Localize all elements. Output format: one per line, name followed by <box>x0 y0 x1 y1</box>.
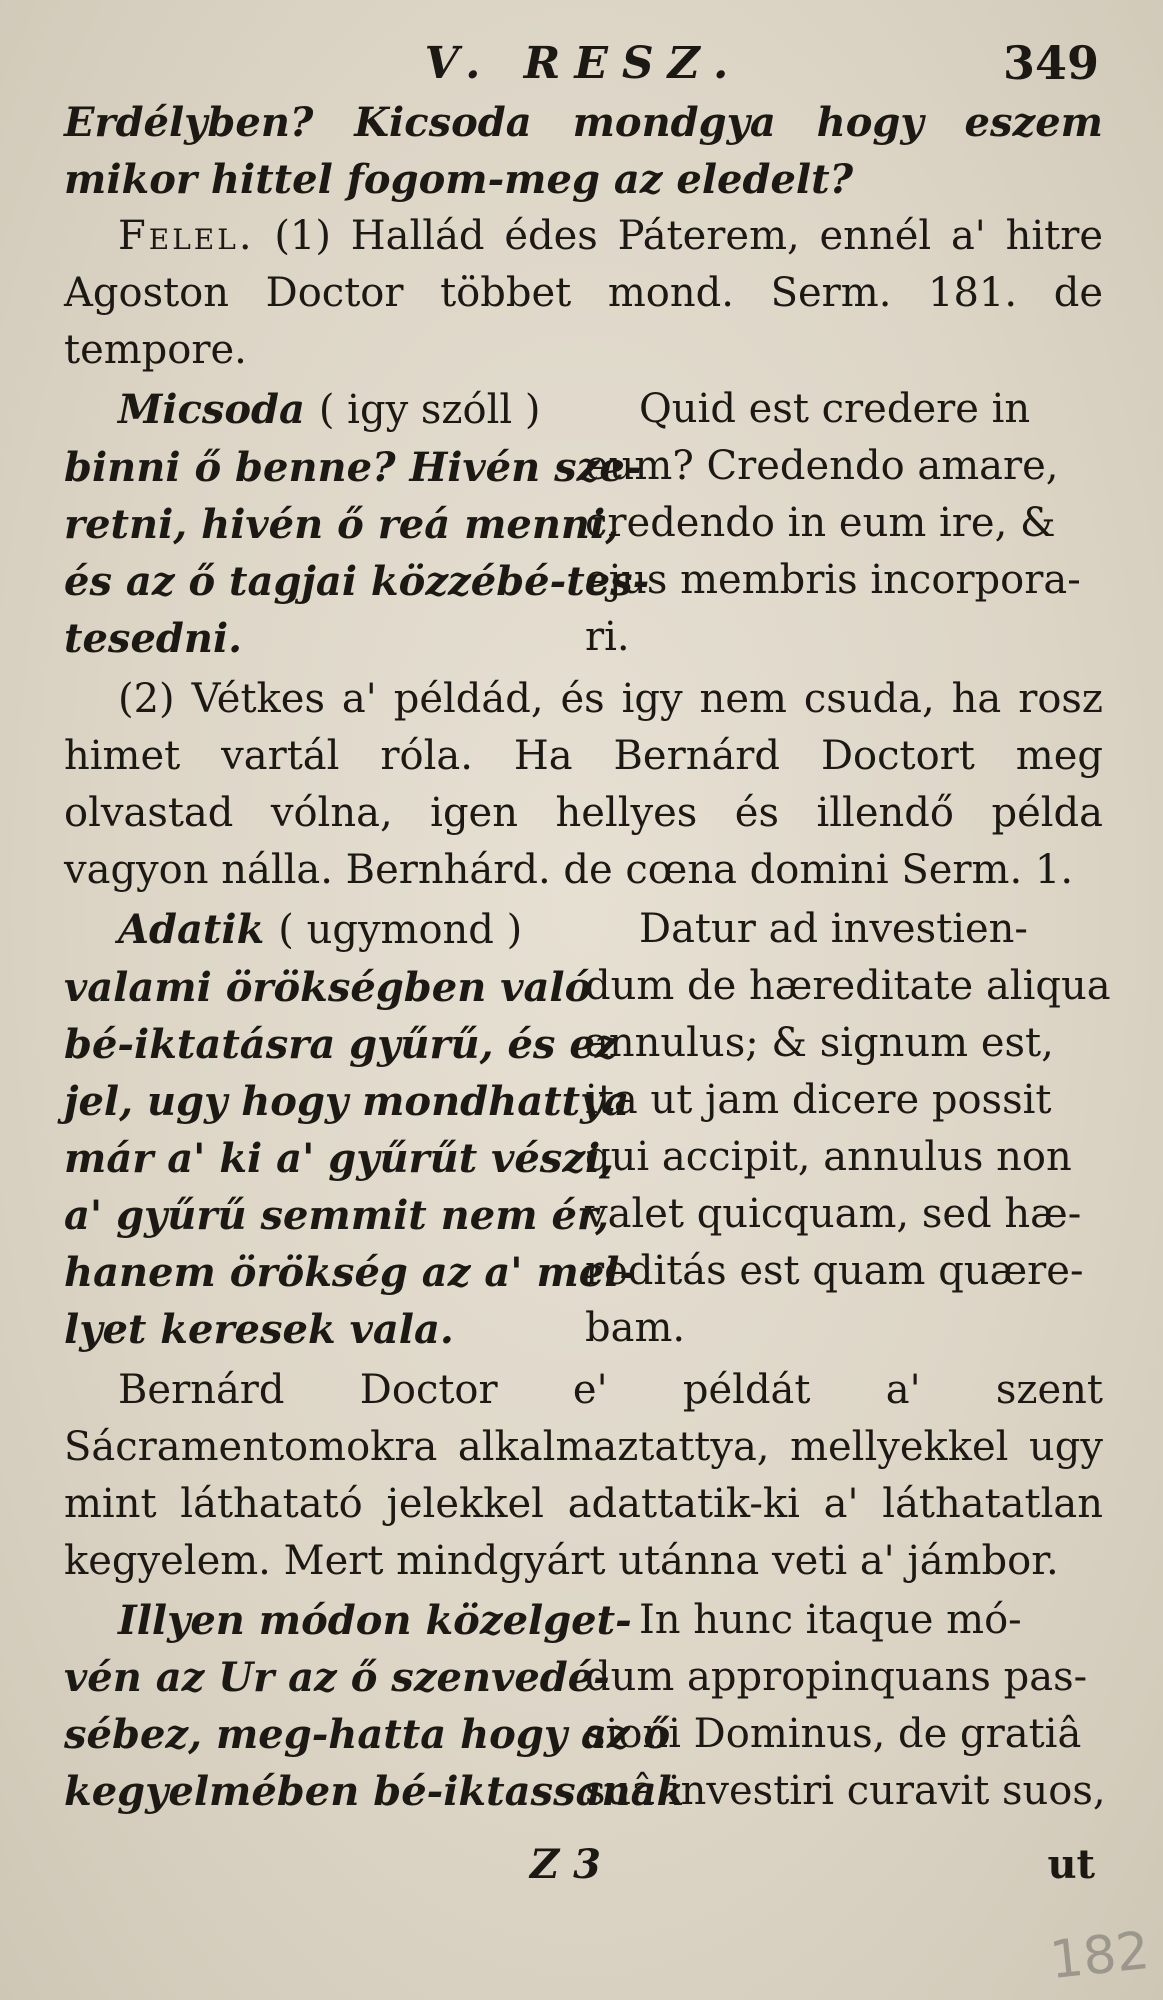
latin-line: annulus; & signum est, <box>585 1020 1054 1066</box>
latin-line: ita ut jam dicere possit <box>585 1077 1052 1123</box>
pencil-note: 182 <box>1046 1920 1152 1992</box>
hungarian-lead: Adatik <box>118 906 265 953</box>
hungarian-column-3 <box>64 1592 685 1820</box>
hungarian-line: tesedni. <box>64 615 243 662</box>
latin-line: qui accipit, annulus non <box>585 1134 1072 1180</box>
latin-line: ejus membris incorpora- <box>585 557 1081 603</box>
latin-column-3 <box>585 1592 1106 1820</box>
signature-mark: Z 3 <box>530 1841 601 1888</box>
running-title: V. RESZ. <box>424 38 743 89</box>
hungarian-aside: ( igy szóll ) <box>318 387 541 433</box>
latin-line: ri. <box>585 614 630 660</box>
latin-line: valet quicquam, sed hæ- <box>585 1191 1082 1237</box>
hungarian-line: vén az Ur az ő szenvedé- <box>64 1654 610 1701</box>
hungarian-line: valami örökségben való <box>64 964 592 1011</box>
parallel-text-block-3 <box>64 1592 1106 1820</box>
latin-line: suâ investiri curavit suos, <box>585 1768 1106 1814</box>
hungarian-line: hanem örökség az a' mel- <box>64 1249 637 1296</box>
latin-line: reditás est quam quære- <box>585 1248 1084 1294</box>
hungarian-line: retni, hivén ő reá menni, <box>64 501 620 548</box>
hungarian-line: binni ő benne? Hivén sze- <box>64 444 642 491</box>
catchword: ut <box>1047 1841 1095 1888</box>
answer-label: Felel. <box>118 213 255 259</box>
answer-paragraph <box>64 208 1103 379</box>
hungarian-line: lyet keresek vala. <box>64 1306 454 1353</box>
hungarian-line <box>64 381 584 439</box>
parallel-text-block-1 <box>64 381 1103 667</box>
latin-column-1 <box>585 381 1103 667</box>
parallel-text-block-2 <box>64 901 1111 1358</box>
hungarian-line: sébez, meg-hatta hogy az ő <box>64 1711 671 1758</box>
hungarian-line: a' gyűrű semmit nem ér, <box>64 1192 609 1239</box>
hungarian-line: Illyen módon közelget- <box>118 1597 632 1644</box>
answer-text: (1) Hallád édes Páterem, ennél a' hitre Agoston Doctor többet mond. Serm. 181. de tempore. <box>64 213 1103 373</box>
hungarian-line <box>64 901 584 959</box>
running-head <box>64 34 1103 90</box>
latin-line: dum de hæreditate aliqua <box>585 963 1111 1009</box>
hungarian-line: már a' ki a' gyűrűt vészi, <box>64 1135 615 1182</box>
hungarian-aside: ( ugymond ) <box>278 907 523 953</box>
page-number: 349 <box>1002 36 1099 90</box>
hungarian-line: kegyelmében bé-iktassanak <box>64 1768 685 1815</box>
question-continuation: Erdélyben? Kicsoda mondgya hogy eszem mikor hittel fogom-meg az eledelt? <box>64 99 1103 203</box>
hungarian-line: jel, ugy hogy mondhattya <box>64 1078 630 1125</box>
paragraph-3: Bernárd Doctor e' példát a' szent Sácramentomokra alkalmaztattya, mellyekkel ugy mint láthatató jelekkel adattatik-ki a' láthatatlan kegyelem. Mert mindgyárt utánna veti a' jámbor. <box>64 1367 1103 1584</box>
paragraph-2: (2) Vétkes a' példád, és igy nem csuda, ha rosz himet vartál róla. Ha Bernárd Doctort meg olvastad vólna, igen hellyes és illendő példa vagyon nálla. Bernhárd. de cœna domini Serm. 1. <box>64 676 1103 893</box>
latin-line: sioni Dominus, de gratiâ <box>585 1711 1082 1757</box>
latin-line: eum? Credendo amare, <box>585 443 1059 489</box>
latin-line: Quid est credere in <box>639 386 1031 432</box>
latin-column-2 <box>585 901 1111 1358</box>
latin-line: bam. <box>585 1305 686 1351</box>
hungarian-lead: Micsoda <box>118 386 305 433</box>
hungarian-line: bé-iktatásra gyűrű, és ez <box>64 1021 618 1068</box>
latin-line: In hunc itaque mó- <box>639 1597 1022 1643</box>
latin-line: Datur ad investien- <box>639 906 1028 952</box>
latin-line: dum appropinquans pas- <box>585 1654 1088 1700</box>
latin-line: credendo in eum ire, & <box>585 500 1056 546</box>
hungarian-line: és az ő tagjai közzébé-tes- <box>64 558 650 605</box>
